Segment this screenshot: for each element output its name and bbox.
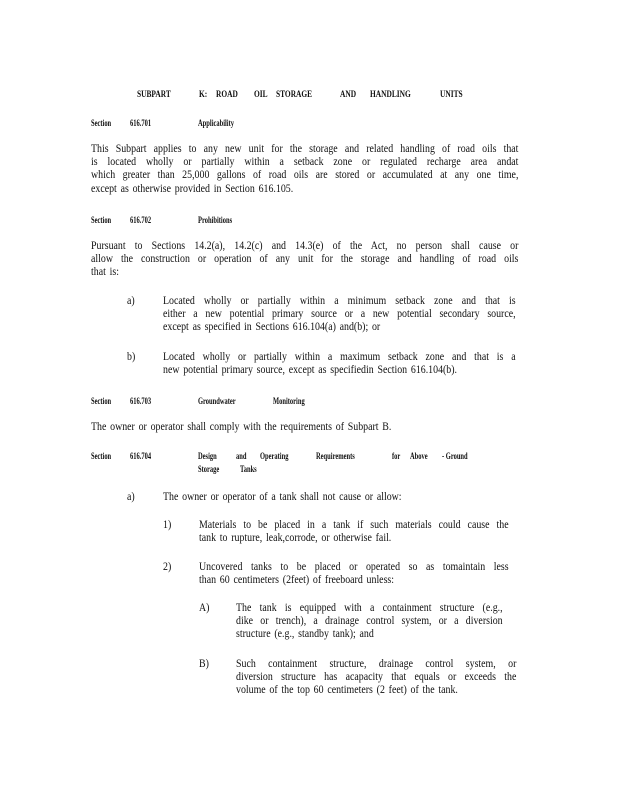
paragraph-line: allow the construction or operation of any unit for the storage and handling of road oils	[91, 253, 519, 266]
list-item-line: Uncovered tanks to be placed or operated so as tomaintain less	[199, 561, 509, 573]
section-label: Section	[91, 118, 112, 128]
heading-word: - Ground	[442, 451, 468, 461]
list-marker-a: a)	[127, 491, 135, 503]
list-item-a	[163, 295, 516, 335]
heading-word: Above	[410, 451, 428, 461]
list-item-line: Materials to be placed in a tank if such materials could cause the	[199, 519, 509, 531]
section-heading-2: Monitoring	[273, 396, 305, 406]
list-item-a-text	[163, 491, 402, 504]
heading-word: Storage	[198, 464, 220, 474]
heading-word: Operating	[260, 451, 289, 461]
list-item-line: The tank is equipped with a containment structure (e.g.,	[236, 602, 503, 614]
list-item-line: except as specified in Sections 616.104(a) and(b); or	[163, 321, 381, 334]
title-word-road: ROAD	[216, 90, 238, 100]
title-word-units: UNITS	[440, 90, 463, 100]
list-marker-1: 1)	[163, 519, 172, 531]
section-heading: Prohibitions	[198, 215, 233, 225]
section-heading: Groundwater	[198, 396, 236, 406]
list-item-line: Such containment structure, drainage control system, or	[236, 658, 517, 670]
list-marker-b: b)	[127, 351, 136, 363]
section-616-703-paragraph	[91, 421, 391, 434]
section-number: 616.704	[130, 451, 152, 461]
list-item-b	[163, 351, 516, 377]
paragraph-line: which greater than 25,000 gallons of road oils are stored or accumulated at any one time,	[91, 169, 519, 182]
heading-word: Requirements	[316, 451, 355, 461]
heading-word: Tanks	[240, 464, 257, 474]
title-word-oil: OIL	[254, 90, 268, 100]
list-item-line: new potential primary source, except as specifiedin Section 616.104(b).	[163, 364, 458, 377]
section-label: Section	[91, 215, 112, 225]
heading-word: for	[392, 451, 401, 461]
list-item-line: than 60 centimeters (2feet) of freeboard unless:	[199, 574, 395, 587]
paragraph-line: except as otherwise provided in Section 616.105.	[91, 182, 294, 195]
list-item-line: diversion structure has acapacity that equals or exceeds the	[236, 671, 517, 684]
section-number: 616.701	[130, 118, 152, 128]
heading-word: Design	[198, 451, 217, 461]
list-marker-2: 2)	[163, 561, 172, 573]
section-number: 616.703	[130, 396, 152, 406]
section-heading: Applicability	[198, 118, 235, 128]
section-label: Section	[91, 451, 112, 461]
section-616-702-intro	[91, 240, 518, 280]
section-number: 616.702	[130, 215, 152, 225]
list-marker-B: B)	[199, 658, 209, 670]
list-marker-a: a)	[127, 295, 135, 307]
title-word-and: AND	[340, 90, 357, 100]
paragraph-line: This Subpart applies to any new unit for the storage and related handling of road oils that	[91, 143, 519, 155]
paragraph-line: is located wholly or partially within a setback zone or regulated recharge area andat	[91, 156, 519, 169]
list-item-2	[199, 561, 509, 587]
title-word-storage: STORAGE	[276, 90, 313, 100]
list-item-line: either a new potential primary source or a new potential secondary source,	[163, 308, 516, 321]
section-label: Section	[91, 396, 112, 406]
list-item-line: dike or trench), a drainage control system, or a diversion	[236, 615, 503, 628]
paragraph-line: Pursuant to Sections 14.2(a), 14.2(c) and 14.3(e) of the Act, no person shall cause or	[91, 240, 519, 252]
list-item-line: Located wholly or partially within a minimum setback zone and that is	[163, 295, 516, 307]
list-item-line: volume of the top 60 centimeters (2 feet) of the tank.	[236, 684, 458, 697]
list-item-A	[236, 602, 503, 642]
paragraph-line: that is:	[91, 266, 119, 279]
list-item-line: structure (e.g., standby tank); and	[236, 628, 374, 641]
paragraph-line: The owner or operator shall comply with the requirements of Subpart B.	[91, 421, 392, 433]
section-616-701-paragraph	[91, 143, 518, 196]
list-marker-A: A)	[199, 602, 210, 614]
title-subpart: SUBPART	[137, 90, 171, 100]
title-letter: K:	[199, 90, 208, 100]
list-item-line: Located wholly or partially within a maximum setback zone and that is a	[163, 351, 516, 363]
list-item-line: The owner or operator of a tank shall not cause or allow:	[163, 491, 402, 503]
title-word-handling: HANDLING	[370, 90, 411, 100]
heading-word: and	[236, 451, 247, 461]
list-item-1	[199, 519, 509, 545]
list-item-B	[236, 658, 516, 698]
list-item-line: tank to rupture, leak,corrode, or otherwise fail.	[199, 532, 392, 545]
